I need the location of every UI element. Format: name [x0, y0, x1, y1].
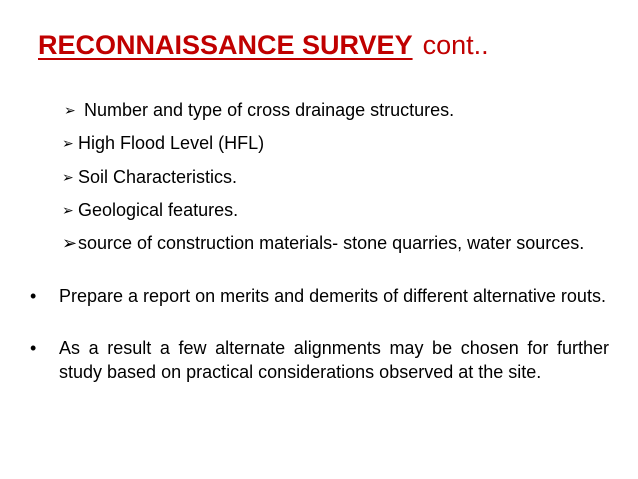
arrow-bullet-icon: ➢	[64, 102, 76, 118]
slide-title	[38, 32, 489, 59]
arrow-bullet-icon: ➢	[62, 233, 78, 253]
sub-list-item	[62, 198, 238, 222]
sub-list-item-text: Number and type of cross drainage structures.	[84, 100, 455, 120]
sub-list-item-text: High Flood Level (HFL)	[78, 133, 265, 153]
sub-list-item-text: Geological features.	[78, 200, 239, 220]
slide-title-suffix: cont..	[422, 30, 489, 60]
bullet-icon: •	[30, 286, 37, 306]
main-list-item-text: As a result a few alternate alignments may be chosen for further study based on practical considerations observed at the site.	[59, 338, 609, 382]
slide-title-main: RECONNAISSANCE SURVEY	[38, 30, 413, 60]
arrow-bullet-icon: ➢	[62, 135, 74, 151]
sub-list-item	[64, 98, 454, 122]
sub-list-item	[62, 131, 264, 155]
sub-list-item-text: Soil Characteristics.	[78, 167, 238, 187]
sub-list-item-text: source of construction materials- stone quarries, water sources.	[78, 233, 585, 253]
bullet-icon: •	[30, 338, 37, 358]
arrow-bullet-icon: ➢	[62, 202, 74, 218]
main-list-item-text: Prepare a report on merits and demerits of different alternative routs.	[59, 286, 606, 306]
sub-list-item	[62, 165, 237, 189]
arrow-bullet-icon: ➢	[62, 169, 74, 185]
